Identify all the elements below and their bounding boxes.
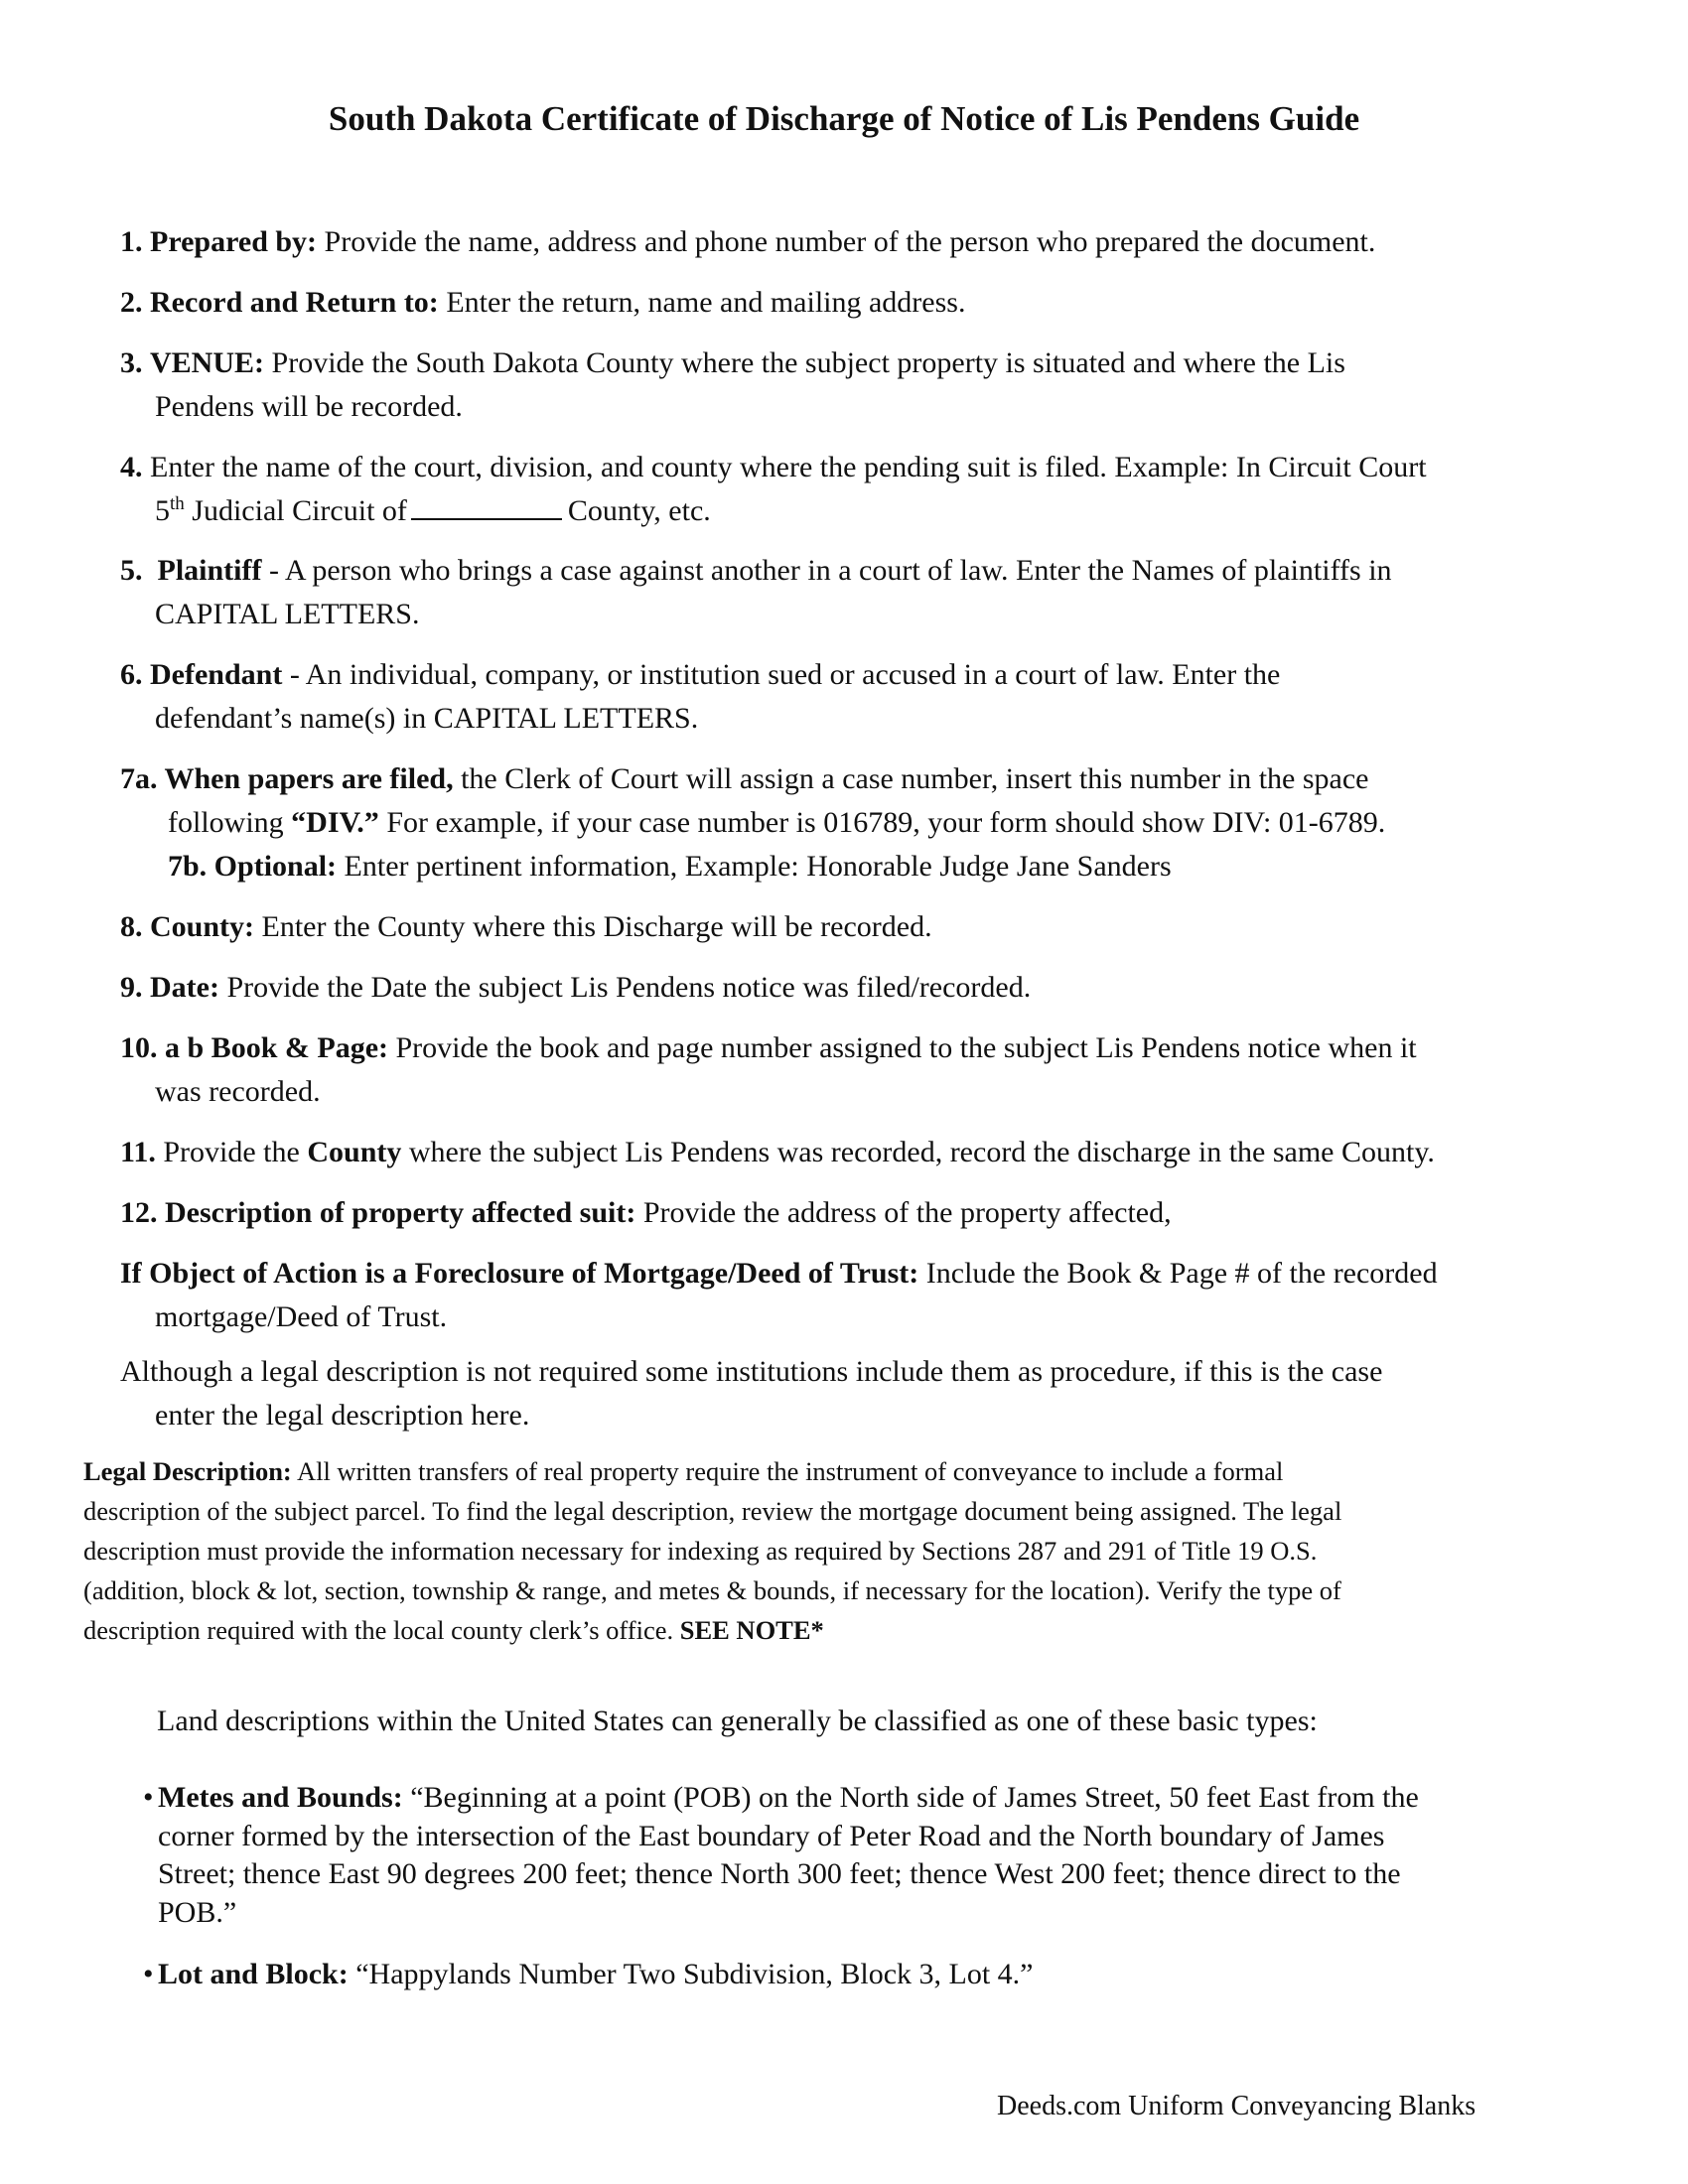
item-label: County: — [150, 910, 255, 943]
legal-line: All written transfers of real property require the instrument of conveyance to include a formal — [296, 1456, 1284, 1486]
item-text: Provide the address of the property affected, — [642, 1196, 1172, 1229]
bullet-line: “Happylands Number Two Subdivision, Block 3, Lot 4.” — [355, 1958, 1034, 1990]
bullet-line: “Beginning at a point (POB) on the North side of James Street, 50 feet East from the — [410, 1781, 1419, 1814]
item-number: 3. — [120, 346, 143, 379]
item-continuation — [120, 489, 1590, 533]
bullet-metes-and-bounds — [143, 1779, 1573, 1932]
item-number: 1. — [120, 225, 143, 258]
bullet-line: Street; thence East 90 degrees 200 feet; thence North 300 feet; thence West 200 feet; thence direct to the — [158, 1857, 1401, 1890]
item-text: - An individual, company, or institution sued or accused in a court of law. Enter the — [289, 658, 1281, 691]
item-continuation: was recorded. — [155, 1075, 321, 1108]
bullet-label: Metes and Bounds: — [158, 1781, 403, 1814]
item-although — [120, 1350, 1590, 1437]
following-text: following — [168, 806, 284, 839]
bullet-icon: • — [143, 1958, 154, 1990]
item-number: 9. — [120, 971, 143, 1004]
bullet-line: POB.” — [158, 1895, 237, 1929]
item-optional — [168, 845, 1637, 888]
item-text: where the subject Lis Pendens was recorded, record the discharge in the same County. — [408, 1136, 1435, 1168]
item-text: Although a legal description is not required some institutions include them as procedure, if this is the case — [120, 1355, 1383, 1388]
div-label: “DIV.” — [291, 806, 379, 839]
bullet-icon: • — [143, 1781, 154, 1814]
item-label: Defendant — [150, 658, 283, 691]
item-label: 10. a b Book & Page: — [120, 1031, 388, 1064]
item-defendant — [120, 653, 1590, 741]
item-recorded-county — [120, 1131, 1590, 1174]
item-text: Provide the Date the subject Lis Pendens notice was filed/recorded. — [226, 971, 1032, 1004]
bullet-text — [143, 1779, 1573, 1932]
ordinal-suffix: th — [170, 493, 185, 514]
item-number: 11. — [120, 1136, 156, 1168]
item-record-and-return — [120, 281, 1590, 325]
item-foreclosure — [120, 1252, 1590, 1339]
legal-line: description of the subject parcel. To find the legal description, review the mortgage document being assigned. The legal — [83, 1496, 1342, 1526]
item-label: Record and Return to: — [150, 286, 439, 319]
item-county — [120, 905, 1590, 949]
item-label: 7a. When papers are filed, — [120, 762, 454, 795]
page-title: South Dakota Certificate of Discharge of Notice of Lis Pendens Guide — [328, 99, 1360, 138]
item-continuation — [120, 801, 1590, 845]
item-number: 6. — [120, 658, 143, 691]
legal-line: (addition, block & lot, section, township & range, and metes & bounds, if necessary for the location). Verify the type of — [83, 1575, 1341, 1605]
item-continuation: defendant’s name(s) in CAPITAL LETTERS. — [155, 702, 699, 735]
bullet-label: Lot and Block: — [158, 1958, 349, 1990]
circuit-text: Judicial Circuit of — [184, 494, 407, 527]
item-text: Include the Book & Page # of the recorded — [925, 1257, 1438, 1290]
item-label: Prepared by: — [150, 225, 318, 258]
circuit-suffix: County, etc. — [567, 494, 711, 527]
item-label: Date: — [150, 971, 219, 1004]
item-number: 4. — [120, 451, 143, 483]
bullet-line: corner formed by the intersection of the East boundary of Peter Road and the North boundary of James — [158, 1819, 1385, 1852]
item-date — [120, 966, 1590, 1010]
item-label: VENUE: — [150, 346, 265, 379]
see-note: SEE NOTE* — [679, 1615, 824, 1645]
circuit-number: 5 — [155, 494, 170, 527]
item-number: 2. — [120, 286, 143, 319]
item-continuation: CAPITAL LETTERS. — [155, 598, 420, 630]
item-label: 7b. Optional: — [168, 850, 338, 883]
legal-description-paragraph — [83, 1451, 1613, 1650]
item-text-pre: Provide the — [163, 1136, 300, 1168]
item-number: 5. — [120, 554, 143, 587]
footer-brand: Deeds.com Uniform Conveyancing Blanks — [997, 2091, 1477, 2121]
example-text: For example, if your case number is 016789, your form should show DIV: 01-6789. — [386, 806, 1386, 839]
bullet-text — [143, 1956, 1573, 1994]
item-continuation: Pendens will be recorded. — [155, 390, 463, 423]
county-blank-line — [411, 492, 562, 520]
bullet-lot-and-block — [143, 1956, 1573, 1994]
legal-description-label: Legal Description: — [83, 1456, 292, 1486]
item-text: Enter the return, name and mailing address. — [446, 286, 966, 319]
item-label: 12. Description of property affected suit: — [120, 1196, 636, 1229]
item-number: 8. — [120, 910, 143, 943]
item-text: Enter the County where this Discharge will be recorded. — [261, 910, 932, 943]
legal-line: description must provide the information necessary for indexing as required by Sections 287 and 291 of Title 19 O.S. — [83, 1536, 1318, 1566]
land-descriptions-intro: Land descriptions within the United States can generally be classified as one of these basic types: — [157, 1705, 1318, 1737]
item-continuation: mortgage/Deed of Trust. — [155, 1300, 448, 1333]
item-property-description — [120, 1191, 1590, 1235]
item-text: Provide the book and page number assigned to the subject Lis Pendens notice when it — [395, 1031, 1417, 1064]
item-label: County — [307, 1136, 402, 1168]
item-venue — [120, 341, 1590, 429]
item-label: Plaintiff — [157, 554, 262, 587]
item-plaintiff — [120, 549, 1590, 636]
item-text: Provide the name, address and phone number of the person who prepared the document. — [324, 225, 1376, 258]
item-label: If Object of Action is a Foreclosure of Mortgage/Deed of Trust: — [120, 1257, 919, 1290]
item-text: the Clerk of Court will assign a case number, insert this number in the space — [461, 762, 1369, 795]
item-text: Enter the name of the court, division, and county where the pending suit is filed. Example: In Circuit Court — [150, 451, 1427, 483]
item-continuation: enter the legal description here. — [155, 1399, 530, 1432]
item-book-page — [120, 1026, 1590, 1114]
item-prepared-by — [120, 220, 1590, 264]
item-text: Enter pertinent information, Example: Honorable Judge Jane Sanders — [344, 850, 1172, 883]
item-court — [120, 446, 1590, 533]
item-text: Provide the South Dakota County where the subject property is situated and where the Lis — [271, 346, 1345, 379]
item-text: - A person who brings a case against another in a court of law. Enter the Names of plaintiffs in — [269, 554, 1392, 587]
item-papers-filed — [120, 757, 1590, 845]
legal-line: description required with the local county clerk’s office. — [83, 1615, 674, 1645]
